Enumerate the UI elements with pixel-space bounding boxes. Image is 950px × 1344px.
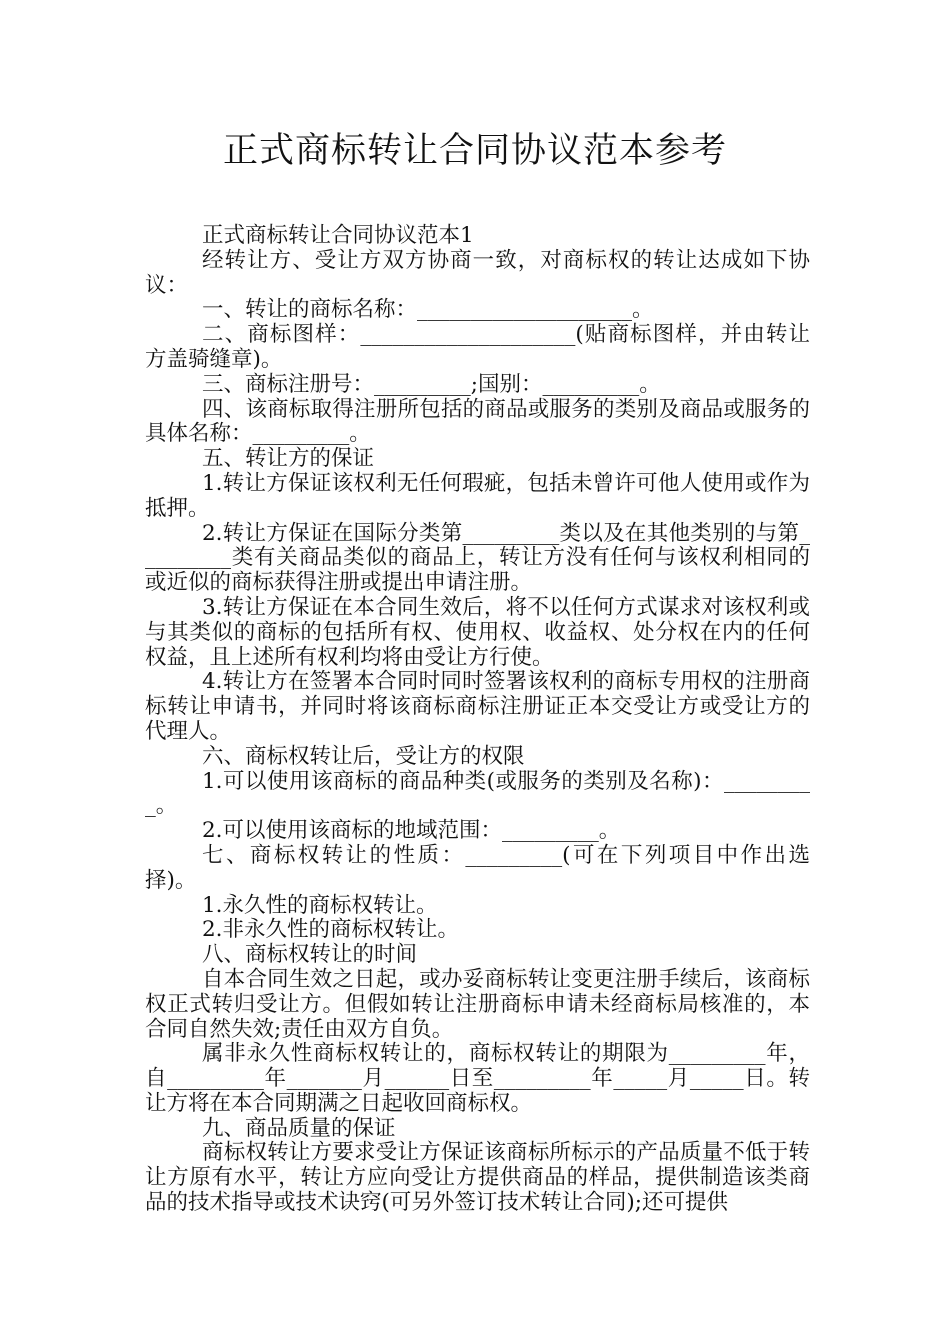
clause-9-heading: 九、商品质量的保证 xyxy=(202,1115,396,1141)
document-title: 正式商标转让合同协议范本参考 xyxy=(222,131,727,171)
clause-8-text-2: 属非永久性商标权转让的，商标权转让的期限为_________年，自_________年_______月______日至_________年_____月_____日。转让方将在本合同期满之日起收回商标权。 xyxy=(145,1041,810,1116)
clause-5-item-3: 3.转让方保证在本合同生效后，将不以任何方式谋求对该权利或与其类似的商标的包括所有权、使用权、收益权、处分权在内的任何权益，且上述所有权利均将由受让方行使。 xyxy=(145,594,810,670)
clause-4: 四、该商标取得注册所包括的商品或服务的类别及商品或服务的具体名称：_________。 xyxy=(145,396,810,447)
clause-9-text: 商标权转让方要求受让方保证该商标所标示的产品质量不低于转让方原有水平，转让方应向受让方提供商品的样品，提供制造该类商品的技术指导或技术诀窍(可另外签订技术转让合同);还可提供 xyxy=(145,1140,810,1216)
clause-6-heading: 六、商标权转让后，受让方的权限 xyxy=(202,743,525,769)
clause-5-item-2: 2.转让方保证在国际分类第_________类以及在其他类别的与第_________类有关商品类似的商品上，转让方没有任何与该权利相同的或近似的商标获得注册或提出申请注册。 xyxy=(145,520,810,596)
clause-6-item-2: 2.可以使用该商标的地域范围：_________。 xyxy=(202,818,621,844)
clause-2: 二、商标图样：____________________(贴商标图样，并由转让方盖骑缝章)。 xyxy=(145,322,810,372)
clause-1: 一、转让的商标名称：____________________。 xyxy=(202,297,654,323)
clause-5-item-4: 4.转让方在签署本合同时同时签署该权利的商标专用权的注册商标转让申请书，并同时将该商标商标注册证正本交受让方或受让方的代理人。 xyxy=(145,669,810,744)
clause-3: 三、商标注册号：_________;国别：_________。 xyxy=(202,371,661,397)
clause-7: 七、商标权转让的性质：_________(可在下列项目中作出选择)。 xyxy=(145,842,810,893)
clause-8-heading: 八、商标权转让的时间 xyxy=(202,942,418,968)
paragraph-intro: 经转让方、受让方双方协商一致，对商标权的转让达成如下协议： xyxy=(145,247,810,298)
clause-6-item-1: 1.可以使用该商标的商品种类(或服务的类别及名称)：_________。 xyxy=(145,768,810,819)
clause-5-item-1: 1.转让方保证该权利无任何瑕疵，包括未曾许可他人使用或作为抵押。 xyxy=(145,470,810,521)
document-body xyxy=(145,224,810,1216)
clause-7-item-2: 2.非永久性的商标权转让。 xyxy=(202,917,460,943)
clause-8-text-1: 自本合同生效之日起，或办妥商标转让变更注册手续后，该商标权正式转归受让方。但假如转让注册商标申请未经商标局核准的，本合同自然失效;责任由双方自负。 xyxy=(145,966,810,1042)
clause-5-heading: 五、转让方的保证 xyxy=(202,446,375,472)
paragraph-heading: 正式商标转让合同协议范本1 xyxy=(202,223,474,248)
clause-7-item-1: 1.永久性的商标权转让。 xyxy=(202,892,438,918)
